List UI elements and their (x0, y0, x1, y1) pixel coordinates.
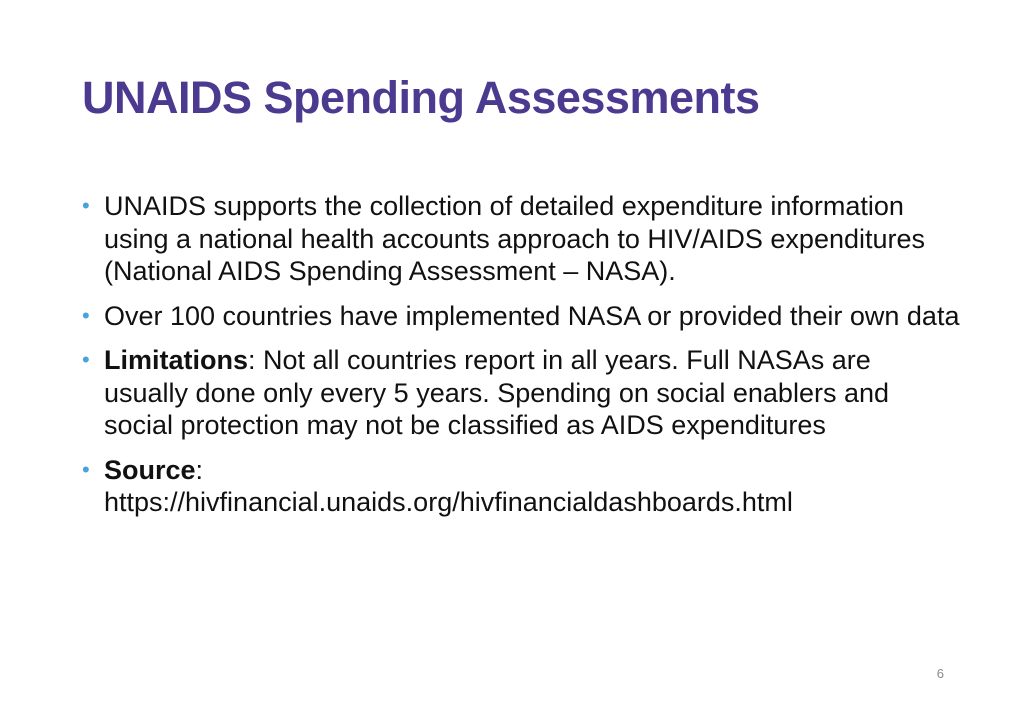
source-label: Source (104, 454, 196, 485)
bullet-marker: • (82, 456, 90, 482)
bullet-item-countries (82, 300, 962, 333)
source-url-link[interactable]: https://hivfinancial.unaids.org/hivfinancialdashboards.html (104, 487, 793, 517)
bullet-item-source (82, 454, 962, 519)
bullet-text: : Not all countries report in all years. Full NASAs are usually done only every 5 years. Spending on social enablers and social protection may not be classified as AIDS expenditures (104, 345, 890, 440)
bullet-item-limitations (82, 344, 962, 442)
bullet-text: Over 100 countries have implemented NASA or provided their own data (104, 300, 960, 331)
source-colon: : (195, 454, 204, 485)
bullet-item-nasa-description (82, 190, 962, 288)
page-number: 6 (936, 666, 944, 681)
bullet-marker: • (82, 347, 90, 372)
bullet-list (82, 190, 962, 531)
bullet-marker: • (82, 193, 90, 218)
limitations-label: Limitations (104, 345, 249, 375)
slide-title: UNAIDS Spending Assessments (82, 72, 760, 123)
bullet-text: UNAIDS supports the collection of detailed expenditure information using a national health accounts approach to HIV/AIDS expenditures (National AIDS Spending Assessment – NASA). (104, 191, 926, 286)
bullet-marker: • (82, 302, 90, 328)
